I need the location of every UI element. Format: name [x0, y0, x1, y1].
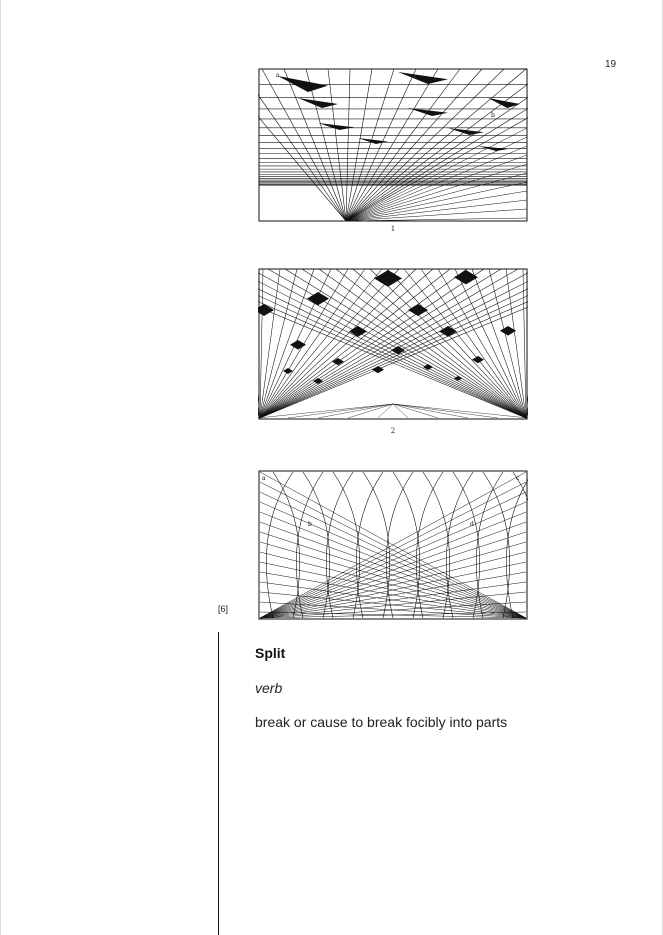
margin-rule	[218, 632, 219, 935]
figure-3-letter-b: b	[308, 521, 312, 528]
figure-2-illustration	[258, 268, 528, 426]
note-reference: [6]	[218, 604, 229, 614]
figure-1-letter-b: b	[491, 112, 495, 119]
entry-term: Split	[255, 645, 286, 661]
page-number: 19	[605, 59, 617, 70]
figure-3-letter-a: a	[262, 475, 266, 482]
figure-3-letter-d: d	[470, 521, 474, 528]
figure-1-perspective-grid	[258, 68, 528, 236]
figure-3-curved-grid	[258, 470, 528, 632]
entry-definition: break or cause to break focibly into parts	[255, 714, 508, 730]
figure-3-letter-c: c	[516, 475, 520, 482]
entry-part-of-speech: verb	[255, 680, 283, 696]
figure-frame	[259, 69, 527, 221]
figure-1-illustration	[258, 68, 528, 226]
figure-1-caption: 1	[390, 225, 396, 233]
page-edge-left	[0, 0, 1, 935]
figure-2-caption: 2	[390, 427, 396, 435]
figure-1-letter-a: a	[276, 72, 280, 79]
figure-3-illustration	[258, 470, 528, 626]
figure-2-perspective-grid	[258, 268, 528, 438]
